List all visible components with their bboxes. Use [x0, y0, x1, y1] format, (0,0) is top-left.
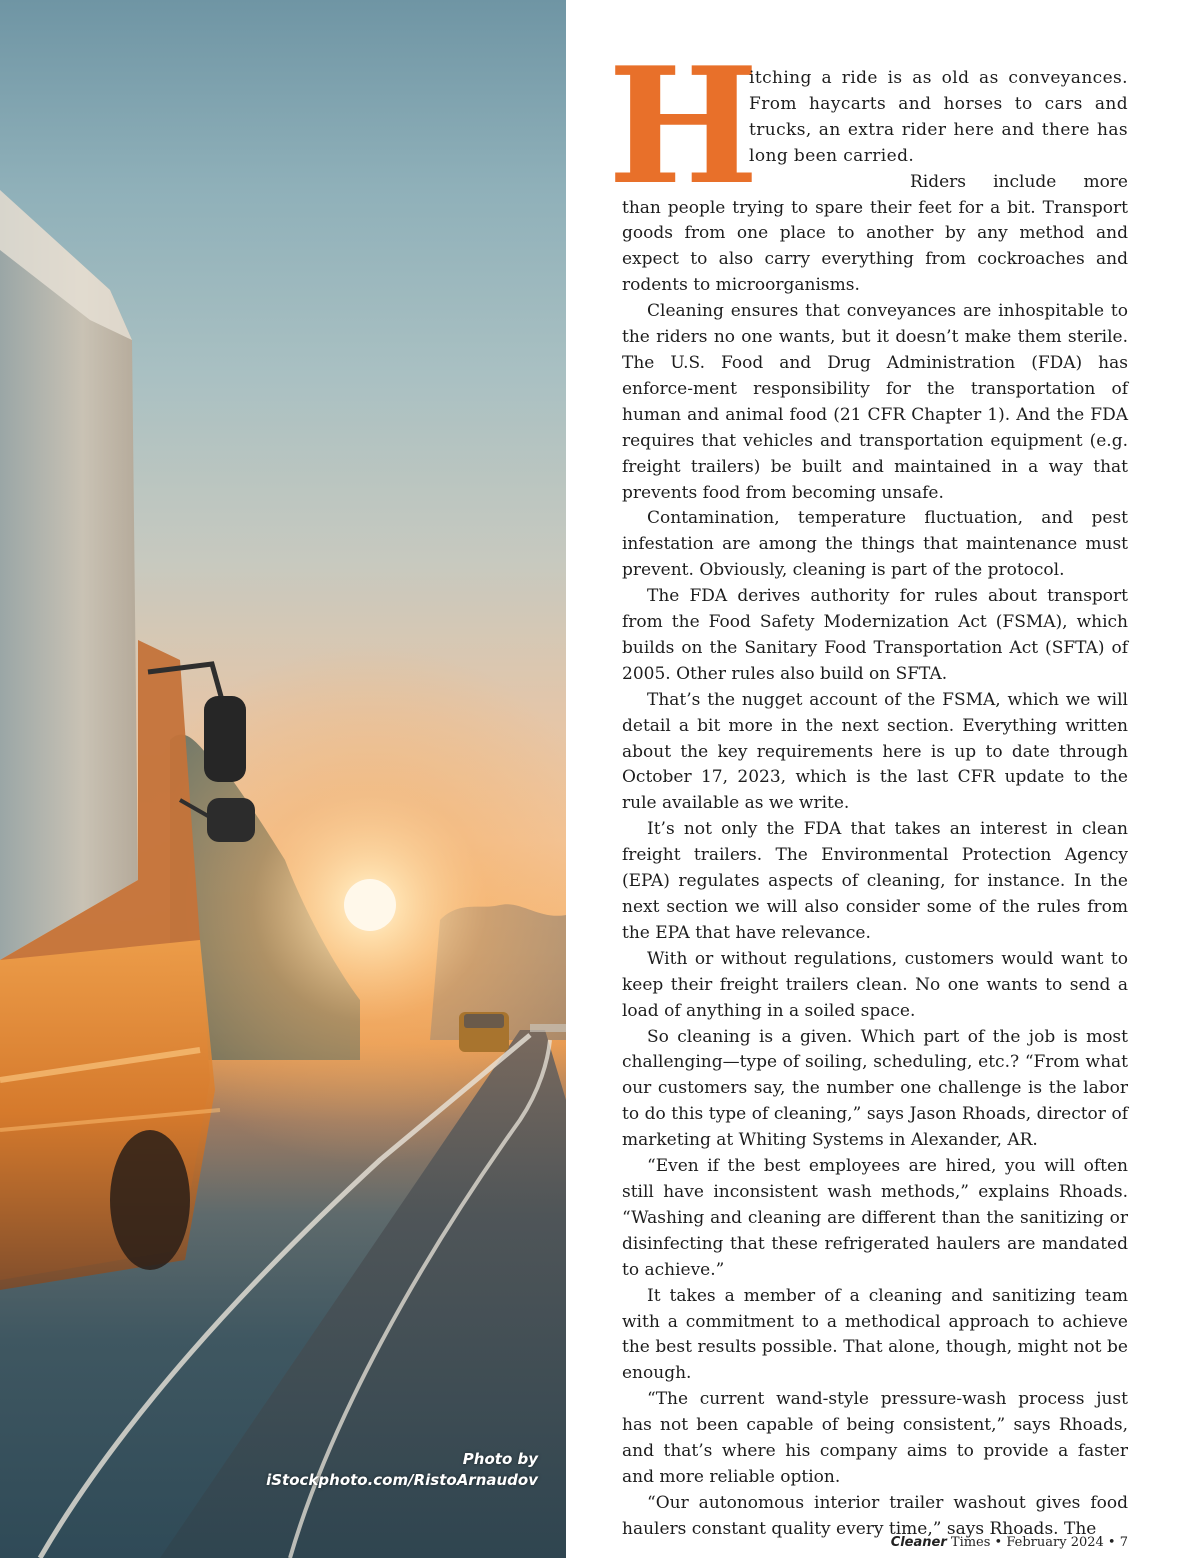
article-paragraph: It’s not only the FDA that takes an interest in clean freight trailers. The Environmental Protection Agency (EPA) regulates aspects of cleaning, for instance. In the next section we will also consider some of the rules from the EPA that have relevance. — [622, 819, 1128, 943]
truck-wheel — [110, 1130, 190, 1270]
article-paragraph: “Our autonomous interior trailer washout gives food haulers constant quality every time,” says Rhoads. The — [622, 1492, 1128, 1539]
article-paragraph: Cleaning ensures that conveyances are inhospitable to the riders no one wants, but it doesn’t make them sterile. The U.S. Food and Drug Administration (FDA) has enforce-ment responsibility for the transportation of human and animal food (21 CFR Chapter 1). And the FDA requires that vehicles and transportation equipment (e.g. freight trailers) be built and maintained in a way that prevents food from becoming unsafe. — [622, 301, 1128, 503]
sun — [344, 879, 396, 931]
photo-credit-source: iStockphoto.com/RistoArnaudov — [266, 1471, 538, 1489]
page-footer — [891, 1535, 1128, 1550]
intro-paragraph — [607, 32, 1128, 220]
article-paragraph: That’s the nugget account of the FSMA, which we will detail a bit more in the next section. Everything written about the key requirements here is up to date through October 17, 2023, which is the last CFR update to the rule available as we write. — [622, 689, 1128, 814]
truck-trailer — [0, 190, 138, 960]
article-paragraph: Contamination, temperature fluctuation, and pest infestation are among the things that maintenance must prevent. Obviously, cleaning is part of the protocol. — [622, 508, 1128, 581]
photo-credit-label: Photo by — [462, 1450, 538, 1468]
magazine-brand: Cleaner — [890, 1535, 947, 1550]
cover-photo — [0, 0, 566, 1558]
intro-text: itching a ride is as old as conveyances. From haycarts and horses to cars and trucks, an extra rider here and there has long been carried. — [749, 68, 1128, 166]
truck-highway-illustration — [0, 0, 566, 1558]
issue-and-page: Times • February 2024 • 7 — [946, 1535, 1128, 1550]
article-paragraph: With or without regulations, customers would want to keep their freight trailers clean. No one wants to send a load of anything in a soiled space. — [622, 948, 1128, 1021]
drop-cap: H — [607, 32, 760, 220]
article-paragraph: “Even if the best employees are hired, you will often still have inconsistent wash methods,” explains Rhoads. “Washing and cleaning are different than the sanitizing or disinfecting that these refrigerated haulers are mandated to achieve.” — [622, 1156, 1128, 1280]
article-paragraph: It takes a member of a cleaning and sanitizing team with a commitment to a methodical approach to achieve the best results possible. That alone, though, might not be enough. — [622, 1285, 1128, 1384]
article-paragraph: Riders include more than people trying to spare their feet for a bit. Transport goods from one place to another by any method and expect to also carry everything from cockroaches and rodents to microorganisms. — [622, 171, 1128, 296]
article-paragraph: So cleaning is a given. Which part of the job is most challenging—type of soiling, scheduling, etc.? “From what our customers say, the number one challenge is the labor to do this type of cleaning,” says Jason Rhoads, director of marketing at Whiting Systems in Alexander, AR. — [622, 1026, 1128, 1151]
article-paragraph: “The current wand-style pressure-wash process just has not been capable of being consistent,” says Rhoads, and that’s where his company aims to provide a faster and more reliable option. — [622, 1389, 1128, 1487]
side-mirror — [204, 696, 246, 782]
photo-credit — [238, 1449, 538, 1491]
lower-mirror — [207, 798, 255, 842]
guard-rail — [530, 1024, 566, 1032]
article-body — [607, 32, 1128, 1543]
article-paragraph: The FDA derives authority for rules about transport from the Food Safety Modernization Act (FSMA), which builds on the Sanitary Food Transportation Act (SFTA) of 2005. Other rules also build on SFTA. — [622, 586, 1128, 684]
